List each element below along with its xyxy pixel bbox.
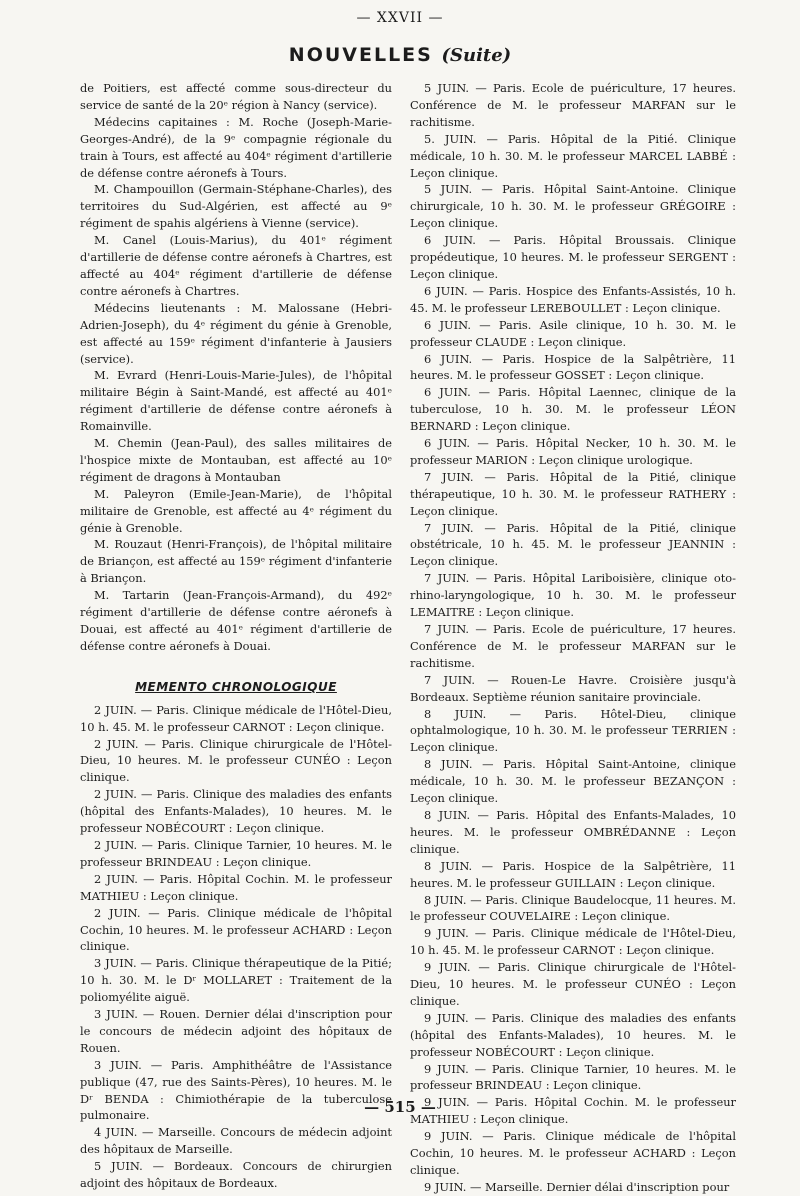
memento-entry: 6 JUIN. — Paris. Hôpital Necker, 10 h. 30. M. le professeur MARION : Leçon clinique urologique.: [410, 436, 736, 467]
memento-entry: 9 JUIN. — Paris. Clinique médicale de l'Hôtel-Dieu, 10 h. 45. M. le professeur CARNOT : Leçon clinique.: [410, 926, 736, 958]
memento-entry: 4 JUIN. — Marseille. Concours de médecin adjoint des hôpitaux de Marseille.: [80, 1125, 392, 1157]
paragraph: Médecins lieutenants : M. Malossane (Hebri-Adrien-Joseph), du 4ᵉ régiment du génie à Grenoble, est affecté au 159ᵉ régiment d'infanterie à Jausiers (service).: [80, 300, 392, 366]
memento-entry: 5 JUIN. — Paris. Hôpital Saint-Antoine. Clinique chirurgicale, 10 h. 30. M. le professeur GRÉGOIRE : Leçon clinique.: [410, 182, 736, 231]
memento-entry: 7 JUIN. — Rouen-Le Havre. Croisière jusqu'à Bordeaux. Septième réunion sanitaire provinciale.: [410, 672, 736, 704]
memento-entry: 8 JUIN. — Paris. Hospice de la Salpêtrière, 11 heures. M. le professeur GUILLAIN : Leçon clinique.: [410, 858, 736, 890]
memento-heading: MEMENTO CHRONOLOGIQUE: [135, 679, 337, 694]
title-suite: (Suite): [441, 45, 512, 66]
memento-entry: 6 JUIN. — Paris. Hôpital Broussais. Clinique propédeutique, 10 heures. M. le professeur SERGENT : Leçon clinique.: [410, 233, 736, 281]
paragraph: M. Evrard (Henri-Louis-Marie-Jules), de l'hôpital militaire Bégin à Saint-Mandé, est affecté au 401ᵉ régiment d'artillerie de défense contre aéronefs à Romainville.: [80, 368, 392, 434]
memento-entry: 2 JUIN. — Paris. Clinique médicale de l'hôpital Cochin, 10 heures. M. le professeur ACHARD : Leçon clinique.: [80, 905, 392, 954]
left-column: [80, 80, 392, 1192]
memento-entry: 5 JUIN. — Paris. Ecole de puériculture, 17 heures. Conférence de M. le professeur MARFAN sur le rachitisme.: [410, 81, 736, 129]
memento-entry: 5. JUIN. — Paris. Hôpital de la Pitié. Clinique médicale, 10 h. 30. M. le professeur MARCEL LABBÉ : Leçon clinique.: [410, 131, 736, 180]
paragraph: M. Rouzaut (Henri-François), de l'hôpital militaire de Briançon, est affecté au 159ᵉ régiment d'infanterie à Briançon.: [80, 537, 392, 586]
memento-entry: 6 JUIN. — Paris. Hospice des Enfants-Assistés, 10 h. 45. M. le professeur LEREBOULLET : Leçon clinique.: [410, 283, 736, 315]
memento-entry: 7 JUIN. — Paris. Hôpital de la Pitié, clinique obstétricale, 10 h. 45. M. le professeur JEANNIN : Leçon clinique.: [410, 520, 736, 569]
memento-entry: 9 JUIN. — Paris. Clinique médicale de l'hôpital Cochin, 10 heures. M. le professeur ACHARD : Leçon clinique.: [410, 1129, 736, 1177]
paragraph: M. Canel (Louis-Marius), du 401ᵉ régiment d'artillerie de défense contre aéronefs à Chartres, est affecté au 404ᵉ régiment d'artillerie de défense contre aéronefs à Chartres.: [80, 233, 392, 298]
memento-entry: 7 JUIN. — Paris. Hôpital de la Pitié, clinique thérapeutique, 10 h. 30. M. le professeur RATHERY : Leçon clinique.: [410, 469, 736, 518]
memento-entry: 9 JUIN. — Paris. Clinique chirurgicale de l'Hôtel-Dieu, 10 heures. M. le professeur CUNÉO : Leçon clinique.: [410, 960, 736, 1008]
memento-entry: 7 JUIN. — Paris. Ecole de puériculture, 17 heures. Conférence de M. le professeur MARFAN sur le rachitisme.: [410, 622, 736, 670]
memento-entry: 3 JUIN. — Paris. Clinique thérapeutique de la Pitié; 10 h. 30. M. le Dʳ MOLLARET : Traitement de la poliomyélite aiguë.: [80, 956, 392, 1005]
page-number: — 515 —: [364, 1098, 436, 1116]
memento-entry: 9 JUIN. — Marseille. Dernier délai d'inscription pour: [424, 1179, 730, 1194]
page-roman-numeral: — XXVII —: [356, 10, 444, 26]
memento-entry: 9 JUIN. — Paris. Clinique des maladies des enfants (hôpital des Enfants-Malades), 10 heures. M. le professeur NOBÉCOURT : Leçon clinique.: [410, 1010, 736, 1059]
memento-entry: 3 JUIN. — Paris. Amphithéâtre de l'Assistance publique (47, rue des Saints-Pères), 10 heures. M. le Dʳ BENDA : Chimiothérapie de la tuberculose pulmonaire.: [80, 1057, 392, 1123]
memento-entry: 8 JUIN. — Paris. Hôpital Saint-Antoine, clinique médicale, 10 h. 30. M. le professeur BEZANÇON : Leçon clinique.: [410, 757, 736, 806]
memento-entry: 2 JUIN. — Paris. Clinique chirurgicale de l'Hôtel-Dieu, 10 heures. M. le professeur CUNÉO : Leçon clinique.: [80, 736, 392, 785]
memento-entry: 2 JUIN. — Paris. Clinique médicale de l'Hôtel-Dieu, 10 h. 45. M. le professeur CARNOT : Leçon clinique.: [80, 702, 392, 734]
paragraph: M. Tartarin (Jean-François-Armand), du 492ᵉ régiment d'artillerie de défense contre aéronefs à Douai, est affecté au 401ᵉ régiment d'artillerie de défense contre aéronefs à Douai.: [80, 588, 392, 653]
memento-entry: 8 JUIN. — Paris. Clinique Baudelocque, 11 heures. M. le professeur COUVELAIRE : Leçon clinique.: [410, 892, 736, 924]
paragraph: M. Champouillon (Germain-Stéphane-Charles), des territoires du Sud-Algérien, est affecté au 9ᵉ régiment de spahis algériens à Vienne (service).: [80, 182, 392, 231]
memento-entry: 6 JUIN. — Paris. Hôpital Laennec, clinique de la tuberculose, 10 h. 30. M. le professeur LÉON BERNARD : Leçon clinique.: [410, 385, 736, 434]
paragraph: Médecins capitaines : M. Roche (Joseph-Marie-Georges-André), de la 9ᵉ compagnie régionale du train à Tours, est affecté au 404ᵉ régiment d'artillerie de défense contre aéronefs à Tours.: [80, 114, 392, 180]
memento-entry: 9 JUIN. — Paris. Clinique Tarnier, 10 heures. M. le professeur BRINDEAU : Leçon clinique.: [410, 1061, 736, 1093]
memento-entry: 7 JUIN. — Paris. Hôpital Lariboisière, clinique oto-rhino-laryngologique, 10 h. 30. M. le professeur LEMAITRE : Leçon clinique.: [410, 571, 736, 620]
memento-entry: 2 JUIN. — Paris. Hôpital Cochin. M. le professeur MATHIEU : Leçon clinique.: [80, 871, 392, 903]
right-column: [410, 80, 736, 1196]
memento-entry: 5 JUIN. — Bordeaux. Concours de chirurgien adjoint des hôpitaux de Bordeaux.: [80, 1159, 392, 1191]
paragraph: M. Chemin (Jean-Paul), des salles militaires de l'hospice mixte de Montauban, est affecté au 10ᵉ régiment de dragons à Montauban: [80, 436, 392, 484]
section-title: [0, 44, 800, 66]
memento-entry: 8 JUIN. — Paris. Hôtel-Dieu, clinique ophtalmologique, 10 h. 30. M. le professeur TERRIEN : Leçon clinique.: [410, 706, 736, 755]
memento-entry: 8 JUIN. — Paris. Hôpital des Enfants-Malades, 10 heures. M. le professeur OMBRÉDANNE : Leçon clinique.: [410, 807, 736, 856]
memento-entry: 3 JUIN. — Rouen. Dernier délai d'inscription pour le concours de médecin adjoint des hôpitaux de Rouen.: [80, 1007, 392, 1055]
memento-entry: 6 JUIN. — Paris. Hospice de la Salpêtrière, 11 heures. M. le professeur GOSSET : Leçon clinique.: [410, 351, 736, 383]
memento-entry: 6 JUIN. — Paris. Asile clinique, 10 h. 30. M. le professeur CLAUDE : Leçon clinique.: [410, 317, 736, 349]
title-main: NOUVELLES: [288, 44, 433, 66]
paragraph: de Poitiers, est affecté comme sous-directeur du service de santé de la 20ᵉ région à Nancy (service).: [80, 81, 392, 112]
memento-entry: 2 JUIN. — Paris. Clinique Tarnier, 10 heures. M. le professeur BRINDEAU : Leçon clinique.: [80, 837, 392, 869]
paragraph: M. Paleyron (Emile-Jean-Marie), de l'hôpital militaire de Grenoble, est affecté au 4ᵉ régiment du génie à Grenoble.: [80, 486, 392, 535]
memento-entry: 9 JUIN. — Paris. Hôpital Cochin. M. le professeur MATHIEU : Leçon clinique.: [410, 1095, 736, 1127]
memento-entry: 2 JUIN. — Paris. Clinique des maladies des enfants (hôpital des Enfants-Malades), 10 heures. M. le professeur NOBÉCOURT : Leçon clinique.: [80, 787, 392, 836]
